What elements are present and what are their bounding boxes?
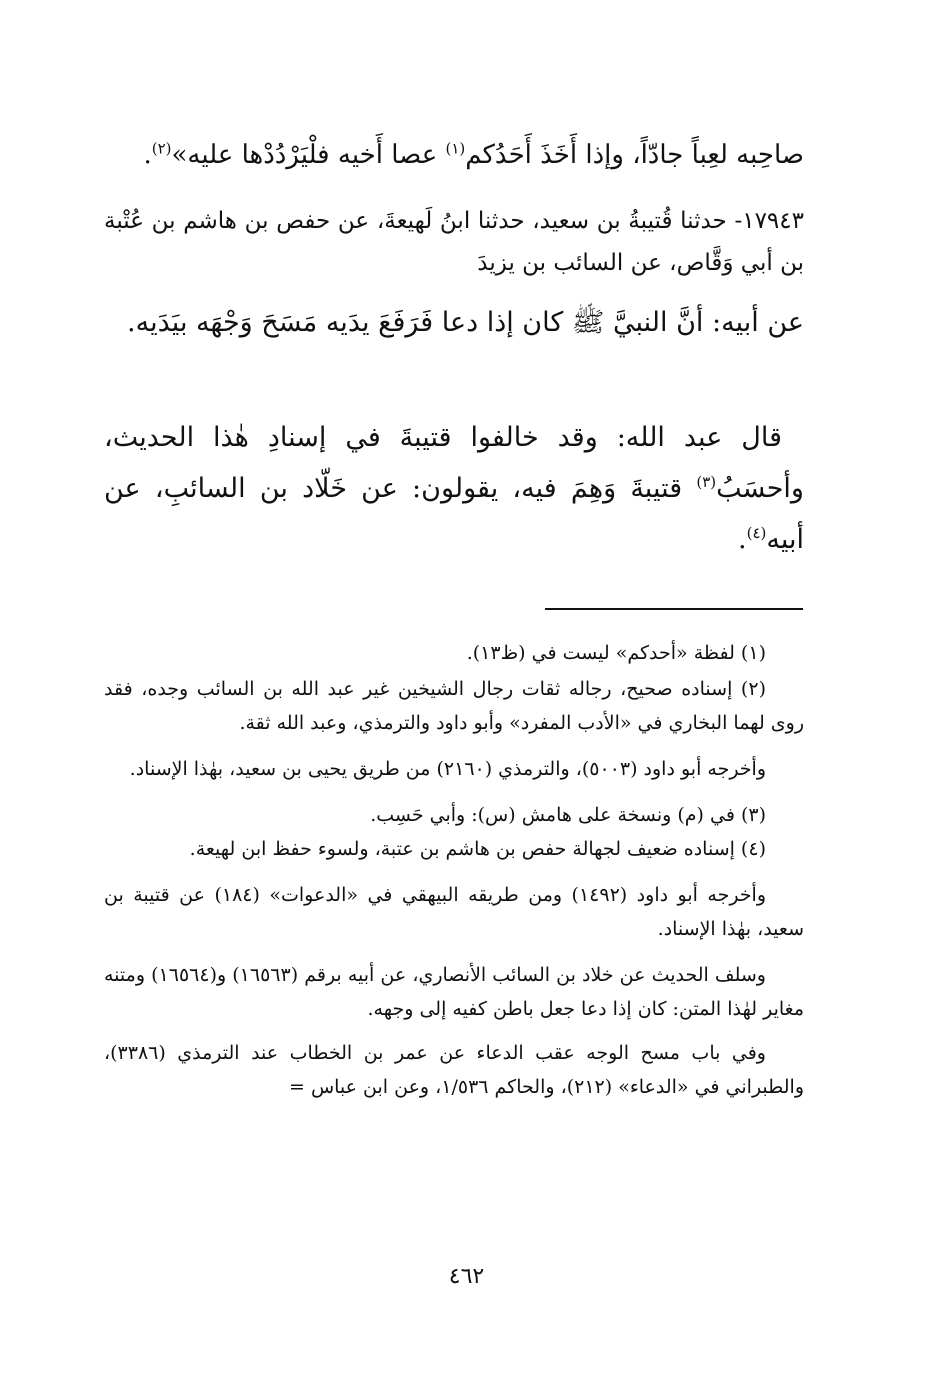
footnote-4-extra-3: وفي باب مسح الوجه عقب الدعاء عن عمر بن الخطاب عند الترمذي (٣٣٨٦)، والطبراني في «الدعاء» (٢١٢)، والحاكم ١/٥٣٦، وعن ابن عباس = xyxy=(104,1042,804,1098)
main-text xyxy=(104,133,804,177)
abdullah-comment xyxy=(104,412,804,565)
hadith-matn xyxy=(104,298,804,348)
footnote-3: (٣) في (م) ونسخة على هامش (س): وأبي حَسِب. xyxy=(370,804,766,826)
footnote-ref-4[interactable]: (٤) xyxy=(746,524,767,542)
page-number: ٤٦٢ xyxy=(448,1264,485,1289)
footnote-4-extra-2: وسلف الحديث عن خلاد بن السائب الأنصاري، عن أبيه برقم (١٦٥٦٣) و(١٦٥٦٤) ومتنه مغاير لهٰذا المتن: كان إذا دعا جعل باطن كفيه إلى وجهه. xyxy=(104,964,804,1020)
opening-line: صاحِبه لعِباً جادّاً، وإذا أَخَذَ أَحَدُكم$^{(١)}$ عصا أَخيه فلْيَرْدُدْها عليه»$^{(٢)}$. xyxy=(143,139,804,170)
footnote-2: (٢) إسناده صحيح، رجاله ثقات رجال الشيخين غير عبد الله بن السائب وجده، فقد روى لهما البخاري في «الأدب المفرد» وأبو داود والترمذي، وعبد الله ثقة. xyxy=(104,678,804,734)
footnotes xyxy=(104,636,804,1104)
footnote-4-extra-1: وأخرجه أبو داود (١٤٩٢) ومن طريقه البيهقي في «الدعوات» (١٨٤) عن قتيبة بن سعيد، بهٰذا الإسناد. xyxy=(104,884,804,940)
footnote-1: (١) لفظة «أحدكم» ليست في (ظ١٣). xyxy=(466,642,766,664)
footnote-separator xyxy=(545,608,803,610)
matn-paragraph: عن أبيه: أنَّ النبيَّ ﷺ كان إذا دعا فَرَفَعَ يدَيه مَسَحَ وَجْهَه بيَدَيه. xyxy=(127,307,804,338)
footnote-ref-2[interactable]: (٢) xyxy=(151,139,172,158)
footnote-4: (٤) إسناده ضعيف لجهالة حفص بن هاشم بن عتبة، ولسوء حفظ ابن لهيعة. xyxy=(189,838,766,860)
footnote-ref-1[interactable]: (١) xyxy=(445,139,466,158)
comment-paragraph: قال عبد الله: وقد خالفوا قتيبةَ في إسنادِ هٰذا الحديث، وأحسَبُ$^{(٣)}$ قتيبةَ وَهِمَ فيه، يقولون: عن خَلّاد بن السائبِ، عن أبيه$^{(٤)}$. xyxy=(104,422,804,555)
isnad-paragraph: ١٧٩٤٣- حدثنا قُتيبةُ بن سعيد، حدثنا ابنُ لَهيعةَ، عن حفص بن هاشم بن عُتْبة بن أبي وَقَّاص، عن السائب بن يزيدَ xyxy=(104,208,804,276)
footnote-2-extra: وأخرجه أبو داود (٥٠٠٣)، والترمذي (٢١٦٠) من طريق يحيى بن سعيد، بهٰذا الإسناد. xyxy=(129,758,766,780)
hadith-isnad xyxy=(104,200,804,284)
footnote-ref-3[interactable]: (٣) xyxy=(696,473,717,491)
